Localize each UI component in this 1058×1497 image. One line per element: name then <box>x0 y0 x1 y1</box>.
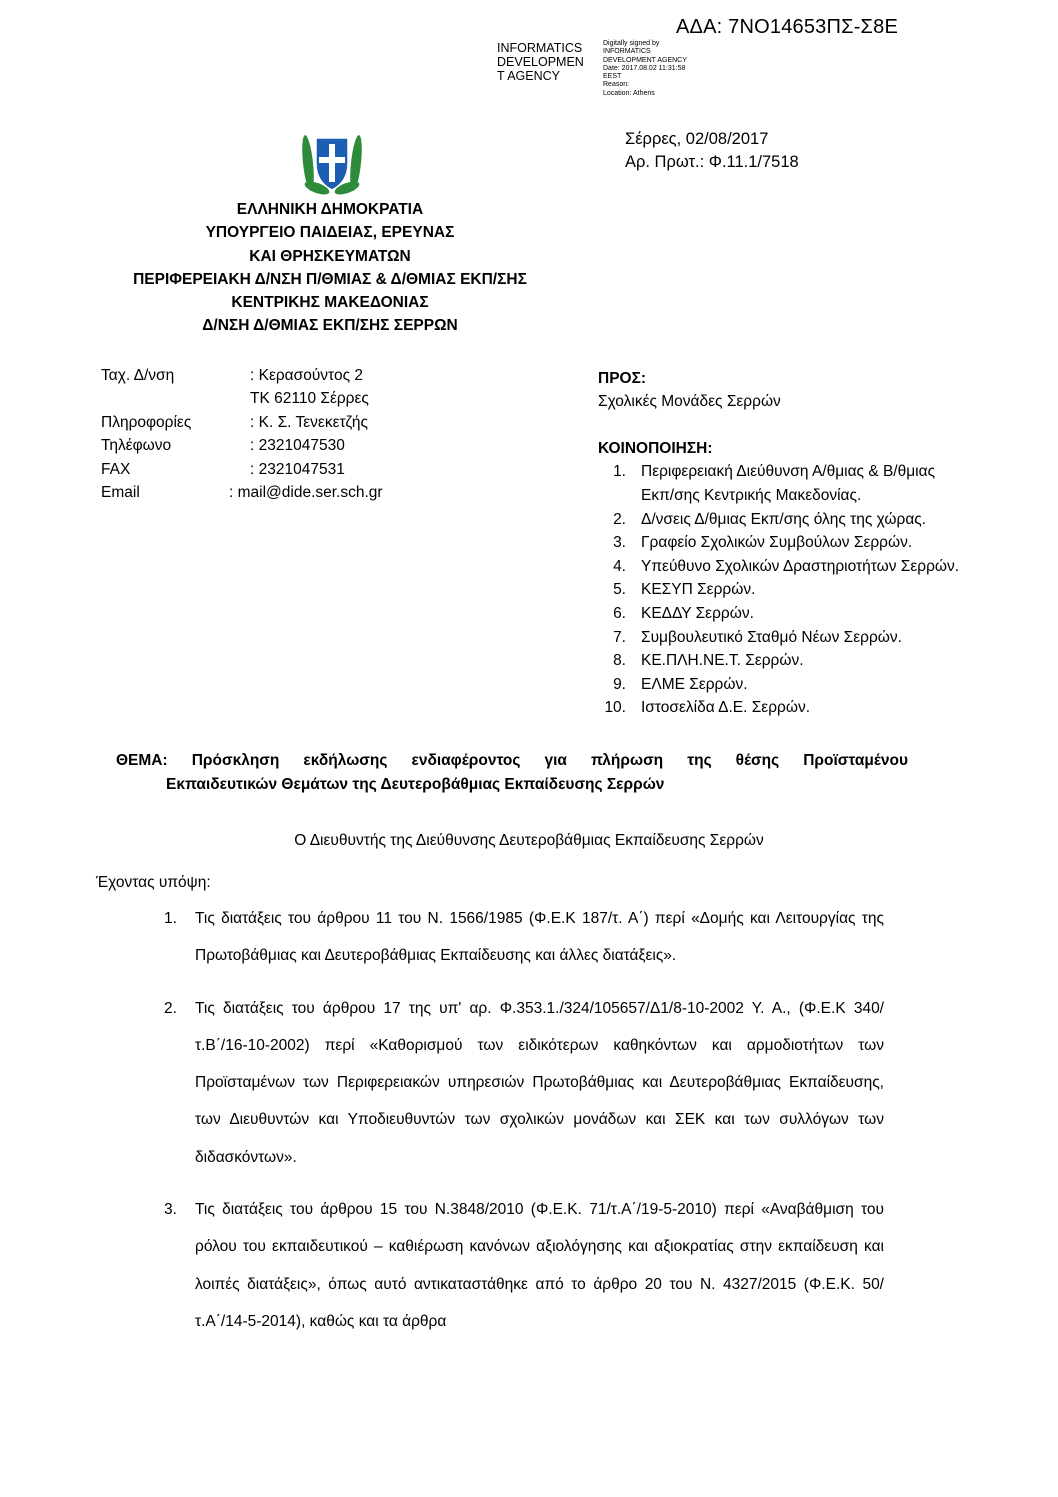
list-item-number: 7. <box>613 628 626 646</box>
list-item-number: 10. <box>604 699 626 717</box>
contact-value: : mail@dide.ser.sch.gr <box>229 483 383 501</box>
list-item-text: Τις διατάξεις του άρθρου 15 του Ν.3848/2010 (Φ.Ε.Κ. 71/τ.Α΄/19-5-2010) περί «Αναβάθμιση του ρόλου του εκπαιδευτικού – καθιέρωση κανόνων αξιολόγησης και αξιοκρατίας στην εκπαίδευση και λοιπές διατάξεις», όπως αυτό αντικαταστάθηκε από το άρθρο 20 του Ν. 4327/2015 (Φ.Ε.Κ. 50/τ.Α΄/14-5-2014), καθώς και τα άρθρα <box>195 1201 884 1330</box>
signature-detail-line: Date: 2017.08.02 11:31:58 <box>603 64 686 72</box>
recipients <box>598 367 781 414</box>
header-line: ΕΛΛΗΝΙΚΗ ΔΗΜΟΚΡΑΤΙΑ <box>236 201 424 218</box>
list-item-number: 9. <box>613 675 626 693</box>
considering-heading: Έχοντας υπόψη: <box>96 874 211 891</box>
contact-value: : 2321047531 <box>250 460 345 478</box>
list-item-number: 8. <box>613 652 626 670</box>
signature-name-line: DEVELOPMEN <box>497 55 584 69</box>
subject-line: ΘΕΜΑ: Πρόσκληση εκδήλωσης ενδιαφέροντος για πλήρωση της θέσης Προϊσταμένου <box>116 752 908 769</box>
header-line: ΠΕΡΙΦΕΡΕΙΑΚΗ Δ/ΝΣΗ Π/ΘΜΙΑΣ & Δ/ΘΜΙΑΣ ΕΚΠ/ΣΗΣ <box>133 270 527 288</box>
header-line: ΥΠΟΥΡΓΕΙΟ ΠΑΙΔΕΙΑΣ, ΕΡΕΥΝΑΣ <box>205 224 455 242</box>
list-item <box>598 578 959 602</box>
signature-detail-line: Digitally signed by <box>603 40 660 47</box>
recipients-title: ΠΡΟΣ: <box>598 370 647 387</box>
subject <box>116 749 908 797</box>
contact-value: : Κερασούντος 2 <box>250 367 363 384</box>
list-item-text: ΕΛΜΕ Σερρών. <box>641 675 748 693</box>
list-item-text: Περιφερειακή Διεύθυνση Α/θμιας & Β/θμιας <box>641 463 936 481</box>
list-item <box>160 900 884 975</box>
signature-detail-line: Reason: <box>603 81 630 89</box>
signature-detail-line: Location: Athens <box>603 89 655 97</box>
list-item <box>598 626 959 650</box>
greek-emblem-icon <box>301 130 363 196</box>
list-item-number: 2. <box>613 510 626 528</box>
list-item-text: Γραφείο Σχολικών Συμβούλων Σερρών. <box>641 534 913 552</box>
signature-name-line: INFORMATICS <box>497 41 583 55</box>
signature-detail-line: DEVELOPMENT AGENCY <box>603 56 687 64</box>
list-item <box>598 555 959 579</box>
director-line: Ο Διευθυντής της Διεύθυνσης Δευτεροβάθμιας Εκπαίδευσης Σερρών <box>294 832 764 849</box>
contact-label: FAX <box>101 460 131 478</box>
considerations-list <box>160 900 884 1355</box>
signature-detail-line: INFORMATICS <box>603 48 651 56</box>
list-item-number: 6. <box>613 604 626 622</box>
list-item-text: Συμβουλευτικό Σταθμό Νέων Σερρών. <box>641 628 902 646</box>
contact-label: Πληροφορίες <box>101 413 192 431</box>
list-item-number: 1. <box>164 910 177 927</box>
subject-line: Εκπαιδευτικών Θεμάτων της Δευτεροβάθμιας Εκπαίδευσης Σερρών <box>166 776 665 793</box>
copies-title: ΚΟΙΝΟΠΟΙΗΣΗ: <box>598 440 713 457</box>
contact-label: Τηλέφωνο <box>101 437 172 455</box>
list-item-text: Τις διατάξεις του άρθρου 17 της υπ' αρ. Φ.353.1./324/105657/Δ1/8-10-2002 Υ. Α., (Φ.Ε.Κ 340/τ.Β΄/16-10-2002) περί «Καθορισμού των ειδικότερων καθηκόντων και αρμοδιοτήτων των Προϊσταμένων των Περιφερειακών υπηρεσιών Πρωτοβάθμιας και Δευτεροβάθμιας Εκπαίδευσης, των Διευθυντών και Υποδιευθυντών των σχολικών μονάδων και ΣΕΚ και των συλλόγων των διδασκόντων». <box>195 999 884 1166</box>
header-line: Δ/ΝΣΗ Δ/ΘΜΙΑΣ ΕΚΠ/ΣΗΣ ΣΕΡΡΩΝ <box>202 317 458 335</box>
header-line: ΚΕΝΤΡΙΚΗΣ ΜΑΚΕΔΟΝΙΑΣ <box>231 294 429 312</box>
list-item-text: Ιστοσελίδα Δ.Ε. Σερρών. <box>641 699 811 717</box>
signature-name-line: T AGENCY <box>497 69 560 83</box>
digital-signature-name <box>497 41 584 83</box>
contact-label: Ταχ. Δ/νση <box>101 367 175 384</box>
date-and-protocol <box>625 128 799 174</box>
list-item-text: Δ/νσεις Δ/θμιας Εκπ/σης όλης της χώρας. <box>641 510 927 528</box>
issuing-authority-header <box>90 198 570 338</box>
list-item-number: 3. <box>613 534 626 552</box>
list-item-number: 3. <box>164 1201 177 1219</box>
list-item <box>598 673 959 697</box>
list-item-text: ΚΕ.ΠΛΗ.ΝΕ.Τ. Σερρών. <box>641 652 804 670</box>
list-item-number: 2. <box>164 999 177 1017</box>
list-item <box>598 602 959 626</box>
list-item <box>598 696 959 720</box>
list-item-number: 1. <box>613 463 626 481</box>
contact-value: ΤΚ 62110 Σέρρες <box>250 390 369 408</box>
recipients-value: Σχολικές Μονάδες Σερρών <box>598 393 781 411</box>
list-item-text: Τις διατάξεις του άρθρου 11 του Ν. 1566/1985 (Φ.Ε.Κ 187/τ. Α΄) περί «Δομής και Λειτουργίας της Πρωτοβάθμιας και Δευτεροβάθμιας Εκπαίδευσης και άλλες διατάξεις». <box>195 910 884 965</box>
contact-label: Email <box>101 483 140 501</box>
contact-value: : Κ. Σ. Τενεκετζής <box>250 413 369 431</box>
list-item <box>598 460 959 507</box>
protocol-number: Αρ. Πρωτ.: Φ.11.1/7518 <box>625 153 799 171</box>
list-item <box>598 508 959 532</box>
list-item-text: ΚΕΔΔΥ Σερρών. <box>641 604 754 622</box>
header-line: ΚΑΙ ΘΡΗΣΚΕΥΜΑΤΩΝ <box>249 247 411 265</box>
list-item <box>598 649 959 673</box>
list-item <box>160 1191 884 1340</box>
signature-detail-line: EEST <box>603 73 622 81</box>
copies-list <box>598 437 959 720</box>
contact-value: : 2321047530 <box>250 437 345 455</box>
list-item-text: Υπεύθυνο Σχολικών Δραστηριοτήτων Σερρών. <box>641 557 960 575</box>
document-date: Σέρρες, 02/08/2017 <box>625 130 769 148</box>
list-item <box>598 531 959 555</box>
list-item-number: 5. <box>613 581 626 599</box>
list-item-text: ΚΕΣΥΠ Σερρών. <box>641 581 756 599</box>
list-item-number: 4. <box>613 557 626 575</box>
list-item <box>160 990 884 1176</box>
ada-code: ΑΔΑ: 7ΝΟ14653ΠΣ-Σ8Ε <box>676 16 898 38</box>
digital-signature-details <box>603 40 687 98</box>
list-item-text: Εκπ/σης Κεντρικής Μακεδονίας. <box>641 487 862 504</box>
